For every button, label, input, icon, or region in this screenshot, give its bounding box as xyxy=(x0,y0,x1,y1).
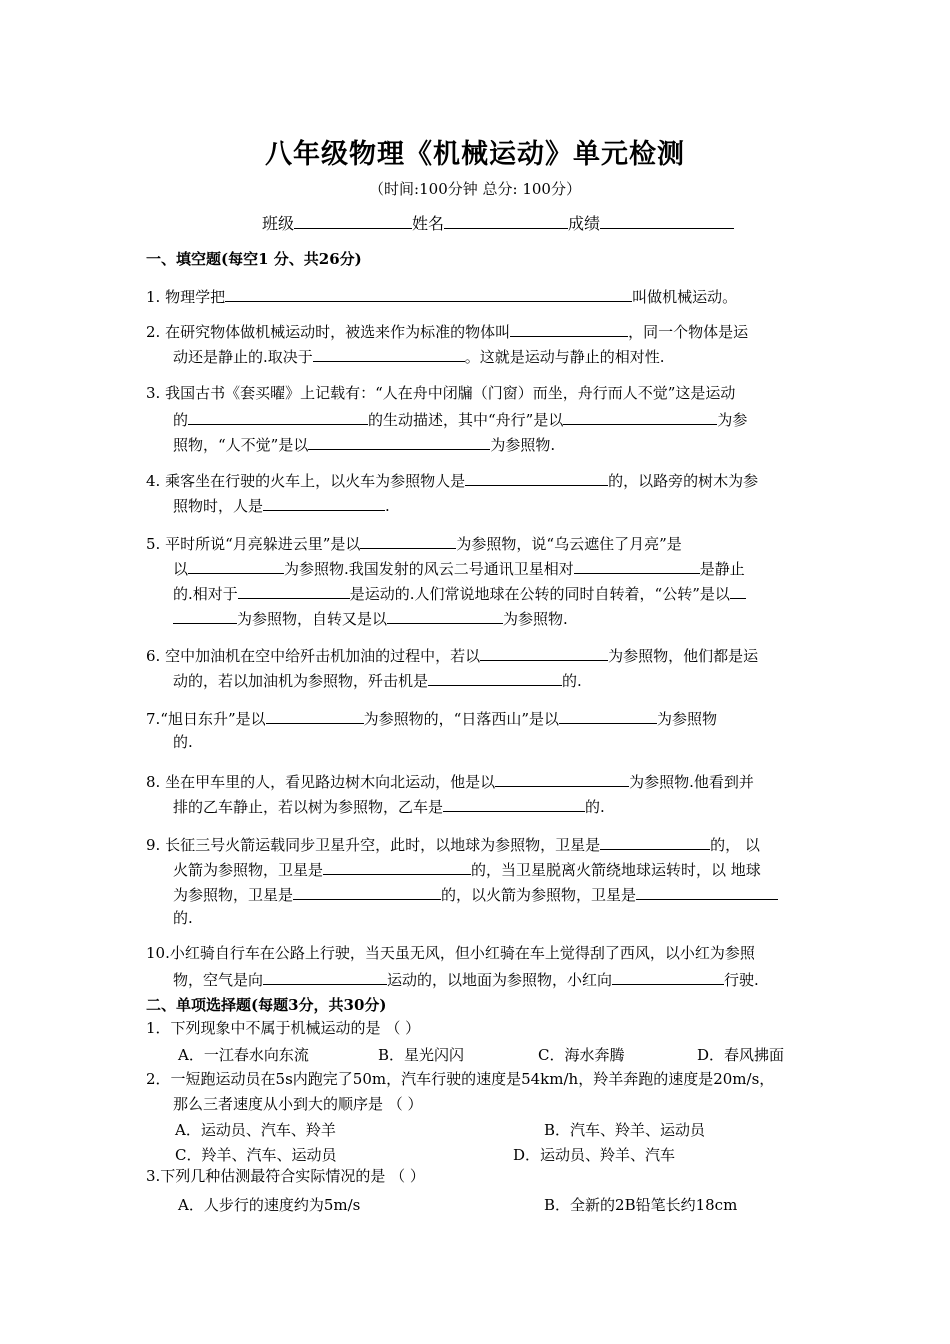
q5-text-i: 为参照物. xyxy=(503,610,568,628)
choice-q1-option-c[interactable]: C．海水奔腾 xyxy=(538,1046,625,1064)
class-label: 班级 xyxy=(262,214,295,233)
choice-q3-option-a[interactable]: A．人步行的速度约为5m/s xyxy=(178,1196,361,1214)
q3-text-f: 为参照物. xyxy=(490,436,556,454)
exam-time-score: （时间:100分钟 总分: 100分） xyxy=(369,180,581,198)
choice-question-3 xyxy=(146,1164,816,1189)
answer-blank[interactable] xyxy=(443,793,585,812)
answer-blank[interactable] xyxy=(600,831,710,850)
score-field[interactable] xyxy=(600,211,734,229)
answer-blank[interactable] xyxy=(636,881,778,900)
answer-blank[interactable] xyxy=(263,492,385,511)
answer-blank[interactable] xyxy=(266,705,364,724)
answer-blank[interactable] xyxy=(480,642,608,661)
fill-question-10 xyxy=(146,941,816,991)
answer-blank[interactable] xyxy=(293,881,441,900)
q1-text-b: 叫做机械运动。 xyxy=(632,288,738,306)
q6-text-b: 为参照物，他们都是运 xyxy=(608,647,759,665)
answer-blank[interactable] xyxy=(313,343,465,362)
answer-blank[interactable] xyxy=(360,530,456,549)
q9-text-a: 9. 长征三号火箭运载同步卫星升空，此时，以地球为参照物，卫星是 xyxy=(146,836,601,854)
q6-text-a: 6. 空中加油机在空中给歼击机加油的过程中，若以 xyxy=(146,647,481,665)
q7-text-a: 7.“旭日东升”是以 xyxy=(146,710,266,728)
choice-q2-option-b[interactable]: B．汽车、羚羊、运动员 xyxy=(544,1121,706,1139)
q2-text-c: 动还是静止的.取决于 xyxy=(173,348,313,366)
choice-q2-option-a[interactable]: A．运动员、汽车、羚羊 xyxy=(175,1121,336,1139)
q8-text-a: 8. 坐在甲车里的人，看见路边树木向北运动，他是以 xyxy=(146,773,496,791)
section-fill-in-title: 一、填空题(每空1 分、共26分) xyxy=(146,250,362,268)
answer-blank[interactable] xyxy=(730,580,746,599)
q4-text-c: 照物时，人是 xyxy=(173,497,264,515)
q8-text-b: 为参照物.他看到并 xyxy=(629,773,754,791)
q4-text-b: 的，以路旁的树木为参 xyxy=(608,472,759,490)
fill-question-4 xyxy=(146,467,816,517)
q2-text-b: ，同一个物体是运 xyxy=(628,323,749,341)
fill-question-6 xyxy=(146,642,816,692)
answer-blank[interactable] xyxy=(173,605,237,624)
section-choice-title: 二、单项选择题(每题3分，共30分) xyxy=(146,996,387,1014)
answer-blank[interactable] xyxy=(465,467,608,486)
q9-text-f: 的，以火箭为参照物，卫星是 xyxy=(441,886,637,904)
q1-text-a: 1. 物理学把 xyxy=(146,288,226,306)
answer-blank[interactable] xyxy=(510,318,628,337)
q10-text-d: 行驶. xyxy=(724,971,759,989)
fill-question-1 xyxy=(146,283,816,308)
q2-text-a: 2. 在研究物体做机械运动时，被选来作为标准的物体叫 xyxy=(146,323,511,341)
choice-q3-option-b[interactable]: B．全新的2B铅笔长约18cm xyxy=(544,1196,738,1214)
q5-text-b: 为参照物，说“乌云遮住了月亮”是 xyxy=(456,535,682,553)
q9-text-e: 为参照物，卫星是 xyxy=(173,886,294,904)
q5-text-f: 的.相对于 xyxy=(173,585,238,603)
q5-text-a: 5. 平时所说“月亮躲进云里”是以 xyxy=(146,535,361,553)
choice-q2-stem-1: 2．一短跑运动员在5s内跑完了50m，汽车行驶的速度是54km/h，羚羊奔跑的速度是20m/s， xyxy=(146,1070,775,1088)
q4-text-d: . xyxy=(385,497,390,515)
name-label: 姓名 xyxy=(412,214,445,233)
answer-blank[interactable] xyxy=(563,406,717,425)
answer-blank[interactable] xyxy=(559,705,657,724)
choice-q3-stem: 3.下列几种估测最符合实际情况的是 （ ） xyxy=(146,1167,425,1185)
choice-q1-option-b[interactable]: B．星光闪闪 xyxy=(378,1046,465,1064)
answer-blank[interactable] xyxy=(225,283,632,302)
answer-blank[interactable] xyxy=(574,555,700,574)
q3-text-e: 照物，“人不觉”是以 xyxy=(173,436,309,454)
answer-blank[interactable] xyxy=(612,966,724,985)
q2-text-d: 。这就是运动与静止的相对性. xyxy=(464,348,665,366)
answer-blank[interactable] xyxy=(495,768,629,787)
q5-text-g: 是运动的.人们常说地球在公转的同时自转着，“公转”是以 xyxy=(349,585,730,603)
fill-question-9 xyxy=(146,831,816,931)
q9-text-c: 火箭为参照物，卫星是 xyxy=(173,861,324,879)
choice-q2-option-d[interactable]: D．运动员、羚羊、汽车 xyxy=(513,1146,676,1164)
q5-text-e: 是静止 xyxy=(699,560,745,578)
answer-blank[interactable] xyxy=(188,555,284,574)
q3-text-d: 为参 xyxy=(717,411,748,429)
answer-blank[interactable] xyxy=(238,580,350,599)
name-field[interactable] xyxy=(444,211,568,229)
answer-blank[interactable] xyxy=(387,605,503,624)
fill-question-2 xyxy=(146,318,816,368)
q8-text-d: 的. xyxy=(585,798,605,816)
q5-text-c: 以 xyxy=(173,560,189,578)
q6-text-c: 动的，若以加油机为参照物，歼击机是 xyxy=(173,672,429,690)
page-title: 八年级物理《机械运动》单元检测 xyxy=(265,139,685,170)
answer-blank[interactable] xyxy=(428,667,562,686)
q6-text-d: 的. xyxy=(562,672,582,690)
q10-text-c: 运动的，以地面为参照物，小红向 xyxy=(387,971,613,989)
choice-question-1 xyxy=(146,1016,816,1041)
fill-question-8 xyxy=(146,768,816,818)
answer-blank[interactable] xyxy=(323,856,471,875)
choice-q2-option-c[interactable]: C．羚羊、汽车、运动员 xyxy=(175,1146,337,1164)
choice-q1-stem: 1．下列现象中不属于机械运动的是 （ ） xyxy=(146,1019,421,1037)
q9-text-b: 的， 以 xyxy=(710,836,760,854)
q3-text-b: 的 xyxy=(173,411,189,429)
q7-text-c: 为参照物 xyxy=(657,710,718,728)
student-info-row xyxy=(262,211,734,234)
choice-q2-stem-2: 那么三者速度从小到大的顺序是 （ ） xyxy=(173,1095,423,1113)
q3-text-c: 的生动描述，其中“舟行”是以 xyxy=(368,411,564,429)
choice-q1-option-a[interactable]: A．一江春水向东流 xyxy=(178,1046,309,1064)
q10-text-b: 物，空气是向 xyxy=(173,971,264,989)
answer-blank[interactable] xyxy=(308,431,490,450)
score-label: 成绩 xyxy=(568,214,601,233)
q5-text-h: 为参照物，自转又是以 xyxy=(237,610,388,628)
q3-text-a: 3. 我国古书《套买曜》上记载有：“人在舟中闭牖（门窗）而坐，舟行而人不觉”这是运动 xyxy=(146,384,736,402)
q7-text-d: 的. xyxy=(173,733,193,751)
q5-text-d: 为参照物.我国发射的风云二号通讯卫星相对 xyxy=(284,560,574,578)
answer-blank[interactable] xyxy=(263,966,387,985)
answer-blank[interactable] xyxy=(188,406,368,425)
fill-question-7 xyxy=(146,705,816,755)
q9-text-d: 的，当卫星脱离火箭绕地球运转时，以 地球 xyxy=(471,861,761,879)
q10-text-a: 10.小红骑自行车在公路上行驶，当天虽无风，但小红骑在车上觉得刮了西风，以小红为参照 xyxy=(146,944,755,962)
q8-text-c: 排的乙车静止，若以树为参照物，乙车是 xyxy=(173,798,444,816)
fill-question-5 xyxy=(146,530,816,630)
q7-text-b: 为参照物的，“日落西山”是以 xyxy=(363,710,559,728)
choice-question-2 xyxy=(146,1067,816,1117)
class-field[interactable] xyxy=(294,211,412,229)
q4-text-a: 4. 乘客坐在行驶的火车上，以火车为参照物人是 xyxy=(146,472,466,490)
choice-q1-option-d[interactable]: D．春风拂面 xyxy=(697,1046,785,1064)
q9-text-g: 的. xyxy=(173,909,193,927)
fill-question-3 xyxy=(146,381,816,456)
